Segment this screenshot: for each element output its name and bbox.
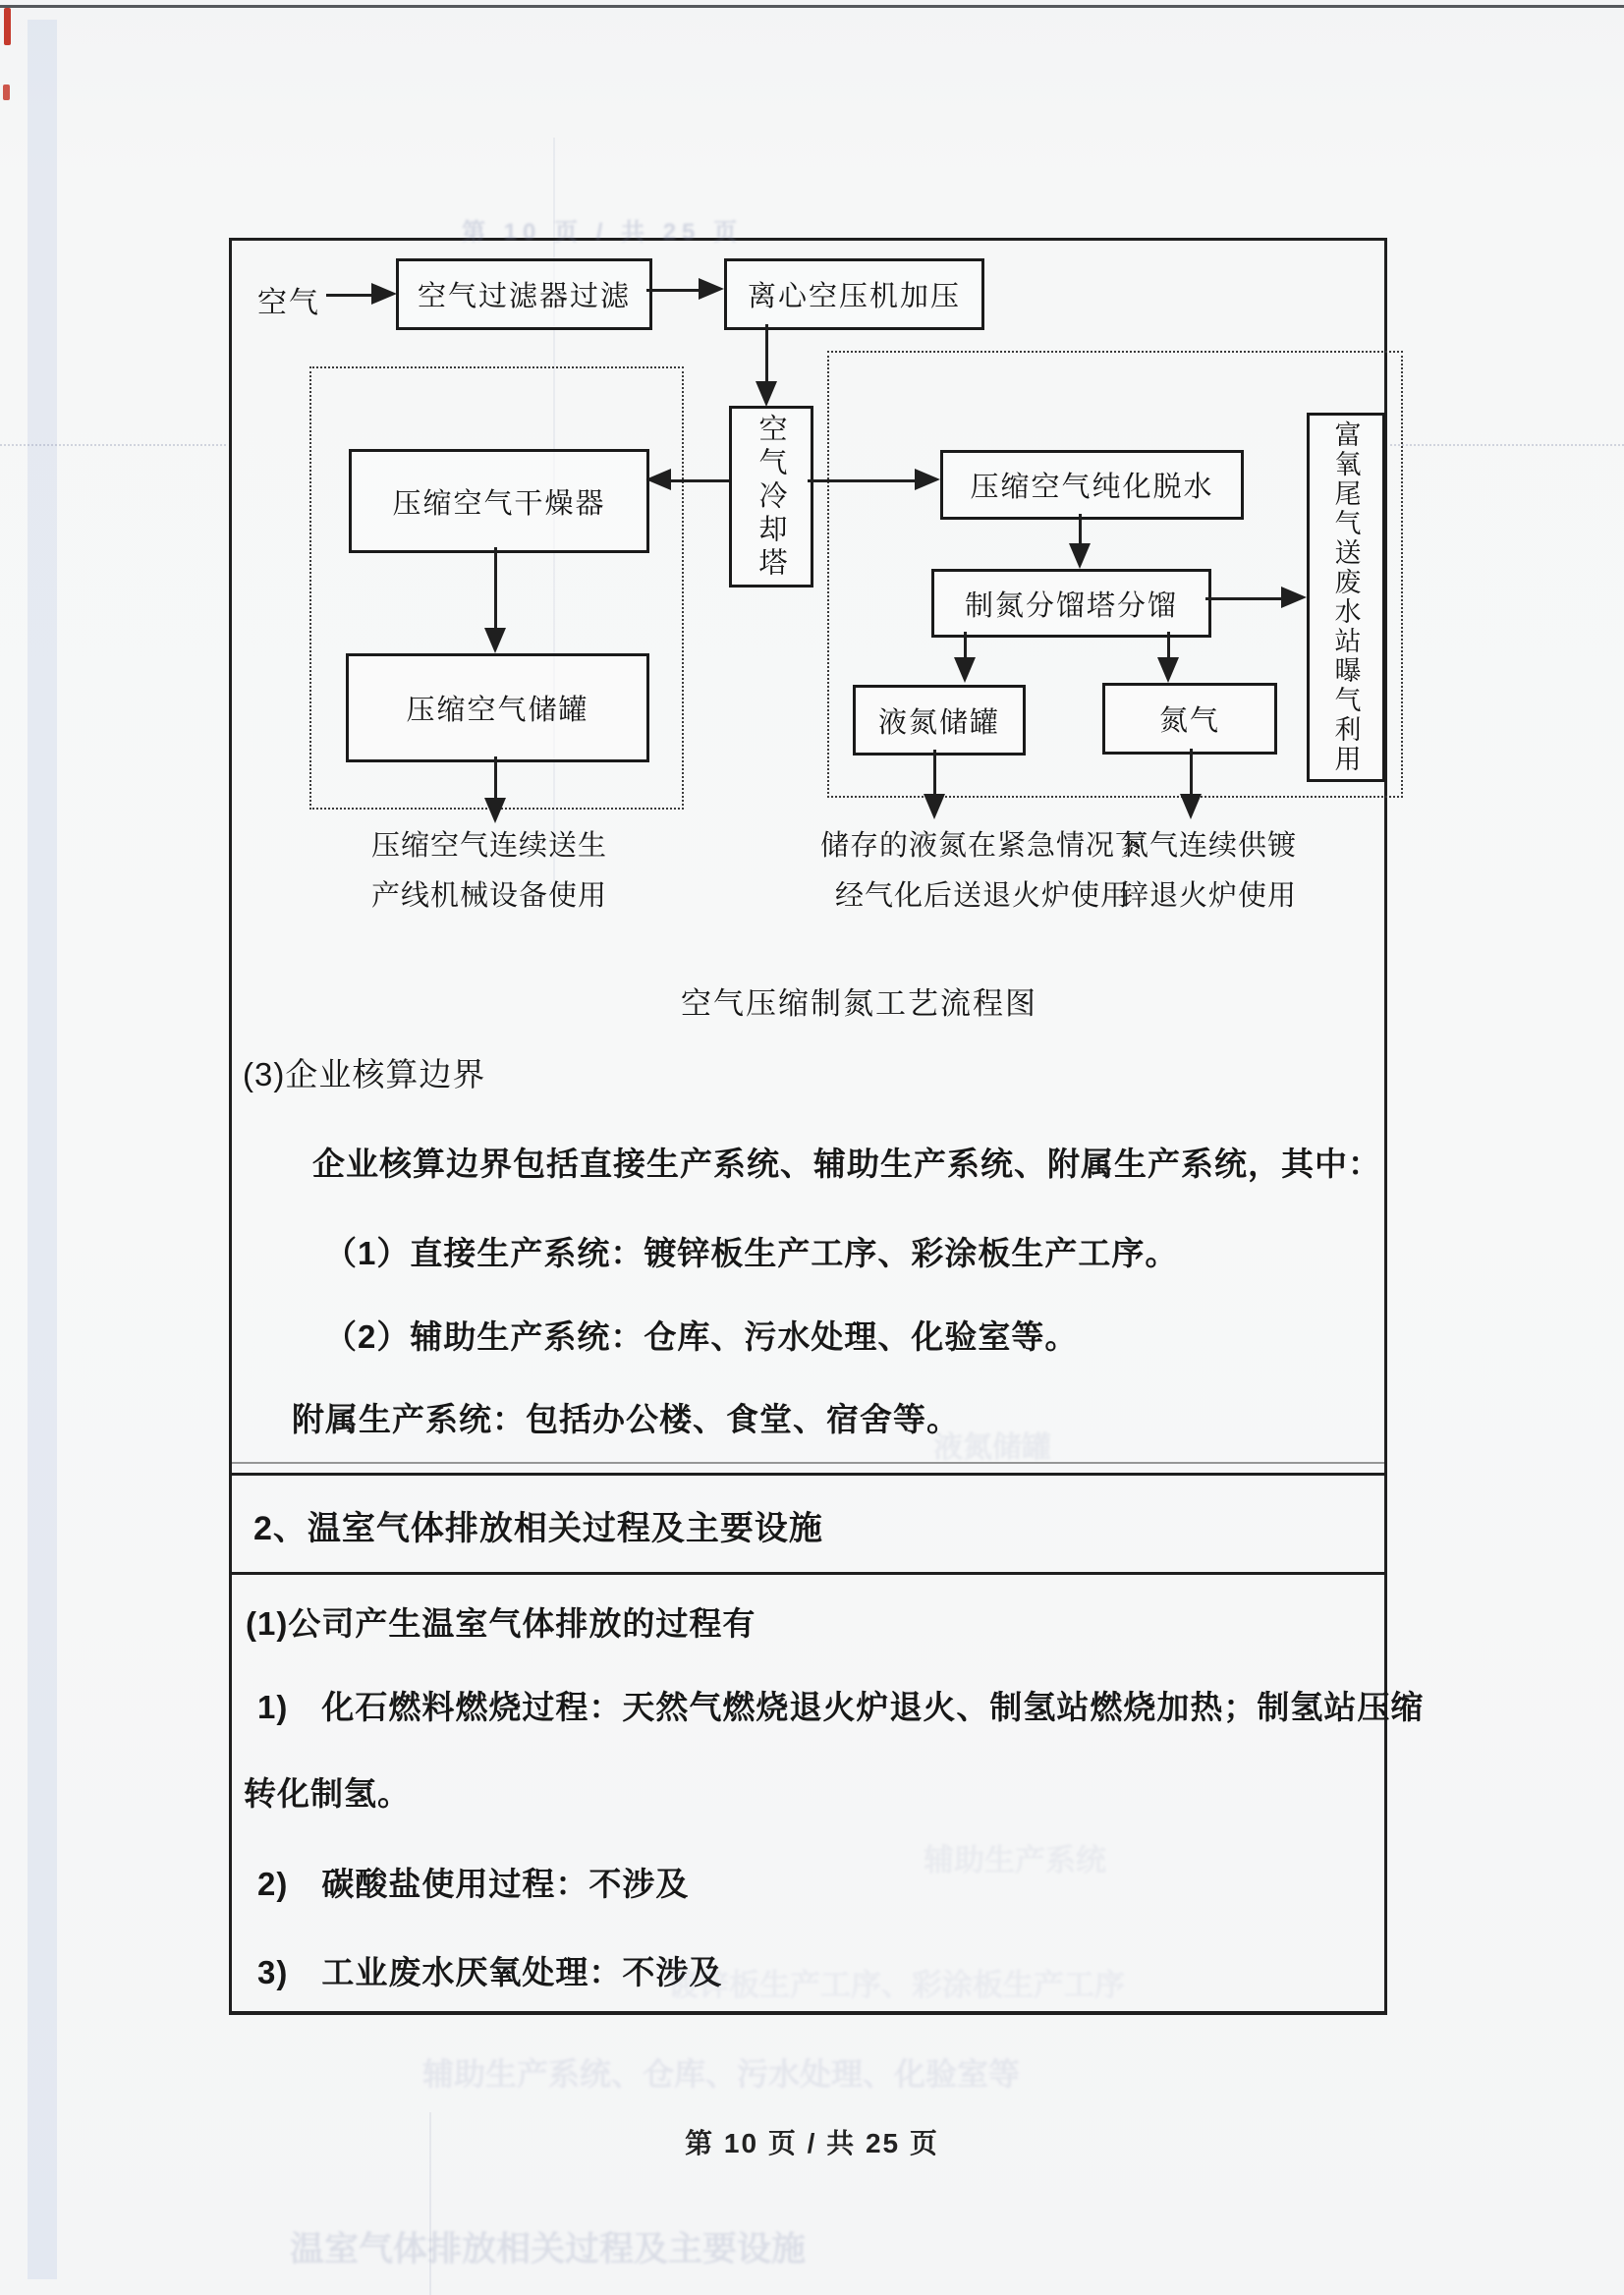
flow-node-air-filter: 空气过滤器过滤	[396, 258, 652, 330]
arrow-down-icon	[1180, 794, 1202, 819]
flow-annotation-right	[1120, 821, 1316, 922]
process-item-wastewater: 3) 工业废水厌氧处理：不涉及	[257, 1954, 723, 1990]
flow-annotation-left	[362, 821, 617, 922]
process-intro: (1)公司产生温室气体排放的过程有	[246, 1605, 756, 1642]
flow-connector	[494, 547, 497, 628]
ghost-text: 第 10 页 / 共 25 页	[462, 219, 744, 246]
table-border-bottom	[229, 2011, 1387, 2015]
ghost-text: 镀锌板生产工序、彩涂板生产工序	[668, 1968, 1125, 2002]
flow-connector	[1205, 597, 1281, 600]
annotation-line: 压缩空气连续送生	[370, 830, 607, 862]
annotation-line: 锌退火炉使用	[1120, 880, 1298, 912]
flow-node-air-tank: 压缩空气储罐	[346, 653, 649, 762]
flow-node-n2: 氮气	[1102, 683, 1277, 755]
boundary-heading: (3)企业核算边界	[243, 1056, 486, 1092]
process-item-carbonate: 2) 碳酸盐使用过程：不涉及	[257, 1866, 690, 1902]
table-border-left	[229, 238, 232, 2014]
flow-node-air-dryer: 压缩空气干燥器	[349, 449, 649, 553]
table-row-divider-shadow	[229, 1462, 1387, 1464]
flow-node-liquid-n2-tank: 液氮储罐	[853, 685, 1026, 756]
arrow-down-icon	[924, 794, 945, 819]
flow-connector	[494, 756, 497, 798]
arrow-right-icon	[371, 283, 397, 305]
ghost-text: 辅助生产系统	[924, 1843, 1106, 1877]
annotation-line: 产线机械设备使用	[370, 880, 607, 912]
scan-edge-line	[0, 5, 1624, 8]
bleed-dotted-line	[1390, 444, 1624, 446]
boundary-item-direct: （1）直接生产系统：镀锌板生产工序、彩涂板生产工序。	[324, 1235, 1179, 1271]
flow-connector	[1079, 514, 1082, 543]
page-number-indicator: 第 10 页 / 共 25 页	[685, 2128, 939, 2158]
flow-connector	[1167, 632, 1170, 657]
flow-node-distillation: 制氮分馏塔分馏	[931, 569, 1211, 638]
flow-node-rich-oxygen-vent: 富氧尾气送废水站曝气利用	[1307, 413, 1385, 782]
flow-source-label: 空气	[257, 287, 320, 319]
arrow-down-icon	[484, 798, 506, 823]
flow-node-compressor: 离心空压机加压	[724, 258, 984, 330]
annotation-line: 氮气连续供镀	[1120, 830, 1298, 862]
flow-connector	[933, 750, 936, 794]
annotation-line: 经气化后送退火炉使用	[834, 880, 1130, 912]
flow-node-purify-dewater: 压缩空气纯化脱水	[940, 450, 1244, 520]
arrow-right-icon	[1281, 587, 1307, 608]
ghost-text: 液氮储罐	[933, 1431, 1051, 1464]
ghost-text: 温室气体排放相关过程及主要设施	[290, 2230, 807, 2268]
arrow-down-icon	[756, 381, 777, 407]
scan-blue-band	[28, 20, 57, 2279]
ghost-text: 辅助生产系统、仓库、污水处理、化验室等	[422, 2056, 1021, 2092]
flow-connector	[765, 324, 768, 381]
flow-connector	[646, 289, 699, 292]
table-row-divider	[229, 1473, 1387, 1476]
process-item-fuel: 1) 化石燃料燃烧过程：天然气燃烧退火炉退火、制氢站燃烧加热；制氢站压缩	[257, 1689, 1425, 1725]
arrow-down-icon	[954, 657, 976, 683]
boundary-item-auxiliary: （2）辅助生产系统：仓库、污水处理、化验室等。	[324, 1318, 1079, 1355]
boundary-paragraph: 企业核算边界包括直接生产系统、辅助生产系统、附属生产系统，其中：	[312, 1146, 1381, 1182]
flowchart-caption: 空气压缩制氮工艺流程图	[681, 986, 1037, 1021]
arrow-right-icon	[699, 278, 724, 300]
table-row-divider	[229, 1572, 1387, 1575]
table-border-top	[229, 238, 1387, 241]
arrow-right-icon	[915, 469, 940, 490]
flow-connector	[671, 479, 729, 482]
arrow-down-icon	[1157, 657, 1179, 683]
bleed-dotted-line	[0, 444, 226, 446]
flow-connector	[964, 632, 967, 657]
process-item-fuel-cont: 转化制氢。	[244, 1775, 411, 1812]
flow-connector	[808, 479, 915, 482]
flow-connector	[1190, 749, 1193, 794]
arrow-down-icon	[484, 628, 506, 653]
ghg-section-heading: 2、温室气体排放相关过程及主要设施	[253, 1510, 823, 1547]
red-edge-mark	[4, 8, 11, 45]
flow-connector	[326, 294, 371, 297]
boundary-item-attached: 附属生产系统：包括办公楼、食堂、宿舍等。	[292, 1401, 960, 1437]
arrow-down-icon	[1069, 543, 1091, 569]
annotation-line: 储存的液氮在紧急情况下	[819, 830, 1145, 862]
flow-node-cooling-tower: 空气冷却塔	[729, 406, 813, 588]
red-edge-mark	[3, 84, 10, 100]
